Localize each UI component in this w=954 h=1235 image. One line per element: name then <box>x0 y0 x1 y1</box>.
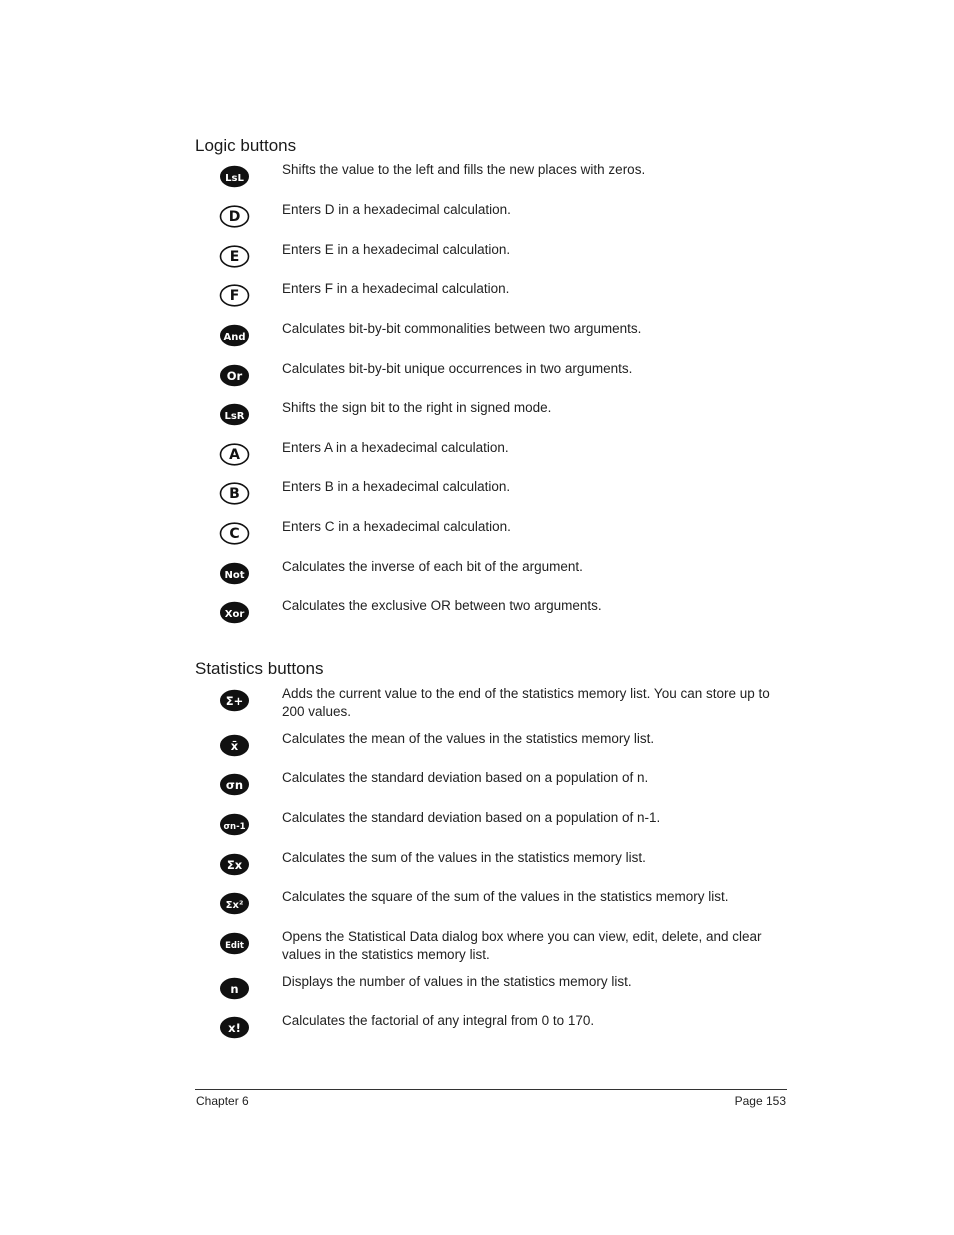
statistics-section-title: Statistics buttons <box>195 659 324 678</box>
svg-text:A: A <box>229 447 240 463</box>
item-description: Enters A in a hexadecimal calculation. <box>282 440 509 455</box>
c-button-icon <box>219 522 250 545</box>
svg-text:σn-1: σn-1 <box>223 822 246 832</box>
svg-text:Edit: Edit <box>225 941 244 951</box>
item-description: Adds the current value to the end of the statistics memory list. You can store up to 200 values. <box>282 686 770 719</box>
sum-x-button-icon <box>219 853 250 876</box>
svg-text:σn: σn <box>225 778 244 792</box>
svg-text:Xor: Xor <box>224 609 245 620</box>
item-description: Opens the Statistical Data dialog box where you can view, edit, delete, and clear values in the statistics memory list. <box>282 929 762 962</box>
item-description: Calculates the factorial of any integral from 0 to 170. <box>282 1013 595 1028</box>
edit-button-icon <box>219 932 250 955</box>
footer-chapter: Chapter 6 <box>196 1094 249 1108</box>
sigma-n-button-icon <box>219 773 250 796</box>
b-button-icon <box>219 482 250 505</box>
xor-button-icon <box>219 601 250 624</box>
d-button-icon <box>219 205 250 228</box>
item-description: Calculates bit-by-bit unique occurrences in two arguments. <box>282 361 633 376</box>
sigma-plus-button-icon <box>219 689 250 712</box>
item-description: Shifts the sign bit to the right in signed mode. <box>282 400 552 415</box>
logic-section-title: Logic buttons <box>195 136 297 155</box>
svg-text:Σx²: Σx² <box>225 900 244 911</box>
svg-text:C: C <box>229 526 240 542</box>
item-description: Enters D in a hexadecimal calculation. <box>282 202 511 217</box>
svg-text:And: And <box>223 332 246 343</box>
svg-text:B: B <box>229 486 240 502</box>
not-button-icon <box>219 562 250 585</box>
svg-text:Σx: Σx <box>226 858 243 872</box>
item-description: Displays the number of values in the statistics memory list. <box>282 974 632 989</box>
svg-text:x̄: x̄ <box>230 739 239 753</box>
a-button-icon <box>219 443 250 466</box>
mean-button-icon <box>219 734 250 757</box>
svg-text:Or: Or <box>226 369 243 383</box>
factorial-button-icon <box>219 1016 250 1039</box>
item-description: Calculates bit-by-bit commonalities between two arguments. <box>282 321 642 336</box>
lsl-button-icon <box>219 165 250 188</box>
or-button-icon <box>219 364 250 387</box>
svg-text:n: n <box>230 982 239 996</box>
item-description: Calculates the standard deviation based on a population of n. <box>282 770 649 785</box>
svg-text:LsL: LsL <box>225 173 244 184</box>
svg-text:E: E <box>229 249 240 265</box>
and-button-icon <box>219 324 250 347</box>
item-description: Calculates the mean of the values in the statistics memory list. <box>282 731 655 746</box>
f-button-icon <box>219 284 250 307</box>
item-description: Calculates the sum of the values in the statistics memory list. <box>282 850 646 865</box>
svg-text:F: F <box>229 288 240 304</box>
item-description: Shifts the value to the left and fills the new places with zeros. <box>282 162 646 177</box>
footer-divider <box>195 1089 787 1090</box>
sum-x-squared-button-icon <box>219 892 250 915</box>
sigma-n-minus-1-button-icon <box>219 813 250 836</box>
e-button-icon <box>219 245 250 268</box>
item-description: Calculates the inverse of each bit of the argument. <box>282 559 583 574</box>
n-count-button-icon <box>219 977 250 1000</box>
item-description: Enters B in a hexadecimal calculation. <box>282 479 511 494</box>
item-description: Calculates the exclusive OR between two arguments. <box>282 598 602 613</box>
item-description: Enters F in a hexadecimal calculation. <box>282 281 510 296</box>
svg-text:LsR: LsR <box>224 411 245 422</box>
lsr-button-icon <box>219 403 250 426</box>
item-description: Enters E in a hexadecimal calculation. <box>282 242 511 257</box>
item-description: Enters C in a hexadecimal calculation. <box>282 519 511 534</box>
svg-text:x!: x! <box>228 1021 241 1035</box>
item-description: Calculates the square of the sum of the values in the statistics memory list. <box>282 889 729 904</box>
footer-page-number: Page 153 <box>734 1094 786 1108</box>
svg-text:Not: Not <box>224 570 245 581</box>
svg-text:Σ+: Σ+ <box>225 694 244 708</box>
item-description: Calculates the standard deviation based on a population of n-1. <box>282 810 661 825</box>
svg-text:D: D <box>228 209 241 225</box>
